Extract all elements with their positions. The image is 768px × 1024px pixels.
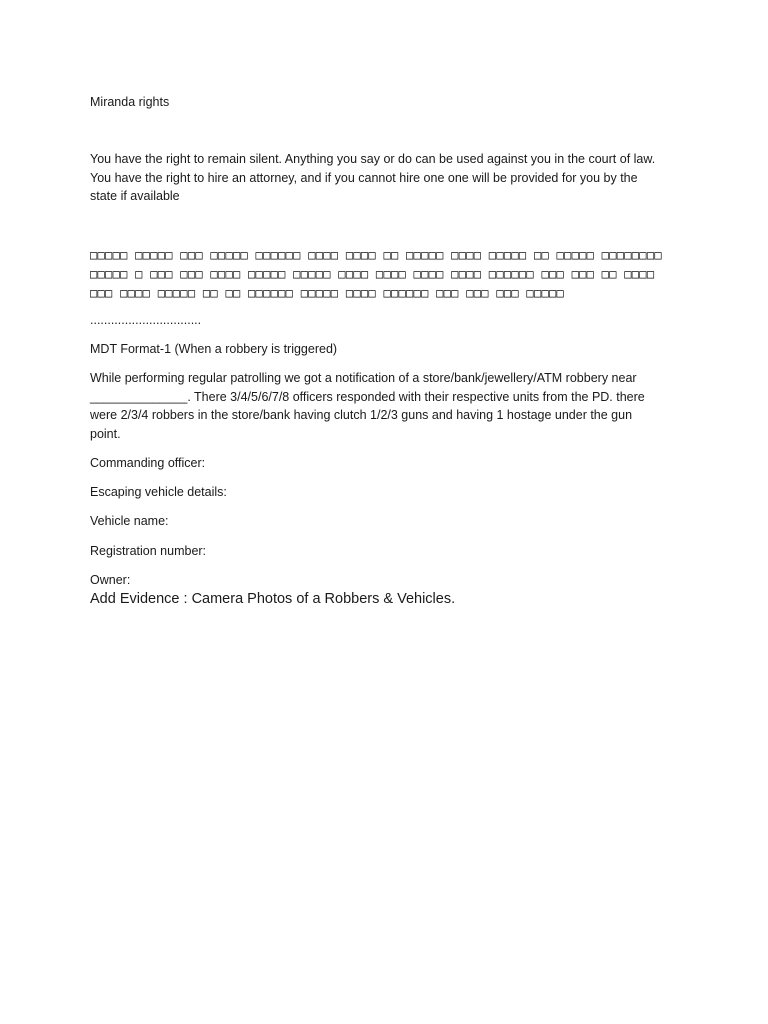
miranda-line: You have the right to hire an attorney, and if you cannot hire one one will be provided for you by the [90, 170, 638, 185]
glyph-line: □□□□□ □ □□□ □□□ □□□□ □□□□□ □□□□□ □□□□ □□□□ □□□□ □□□□ □□□□□□ □□□ □□□ □□ □□□□ [90, 267, 655, 281]
add-evidence-text: Add Evidence : Camera Photos of a Robbers & Vehicles. [90, 591, 456, 607]
miranda-line: You have the right to remain silent. Anything you say or do can be used against you in the court of law. [90, 152, 656, 166]
vehicle-name-label: Vehicle name: [90, 514, 169, 528]
owner-label: Owner: [90, 573, 131, 587]
document-title: Miranda rights [90, 95, 170, 109]
mdt-heading: MDT Format-1 (When a robbery is triggered) [90, 342, 338, 356]
mdt-paragraph [90, 369, 670, 443]
mdt-line: point. [90, 426, 121, 441]
escaping-vehicle-label: Escaping vehicle details: [90, 485, 227, 499]
registration-number-label: Registration number: [90, 544, 207, 558]
document-page [90, 0, 680, 1024]
mdt-line: ______________. There 3/4/5/6/7/8 officers responded with their respective units from the PD. there [90, 389, 645, 404]
miranda-text [90, 150, 670, 206]
glyph-line: □□□□□ □□□□□ □□□ □□□□□ □□□□□□ □□□□ □□□□ □□ □□□□□ □□□□ □□□□□ □□ □□□□□ □□□□□□□□ [90, 248, 662, 262]
glyph-line: □□□ □□□□ □□□□□ □□ □□ □□□□□□ □□□□□ □□□□ □□□□□□ □□□ □□□ □□□ □□□□□ [90, 286, 565, 300]
dotted-separator: ................................ [90, 313, 202, 327]
miranda-line: state if available [90, 189, 180, 203]
unrendered-glyph-text [90, 246, 680, 303]
mdt-line: While performing regular patrolling we got a notification of a store/bank/jewellery/ATM robbery near [90, 371, 637, 385]
commanding-officer-label: Commanding officer: [90, 456, 206, 470]
mdt-line: were 2/3/4 robbers in the store/bank having clutch 1/2/3 guns and having 1 hostage under the gun [90, 408, 633, 422]
